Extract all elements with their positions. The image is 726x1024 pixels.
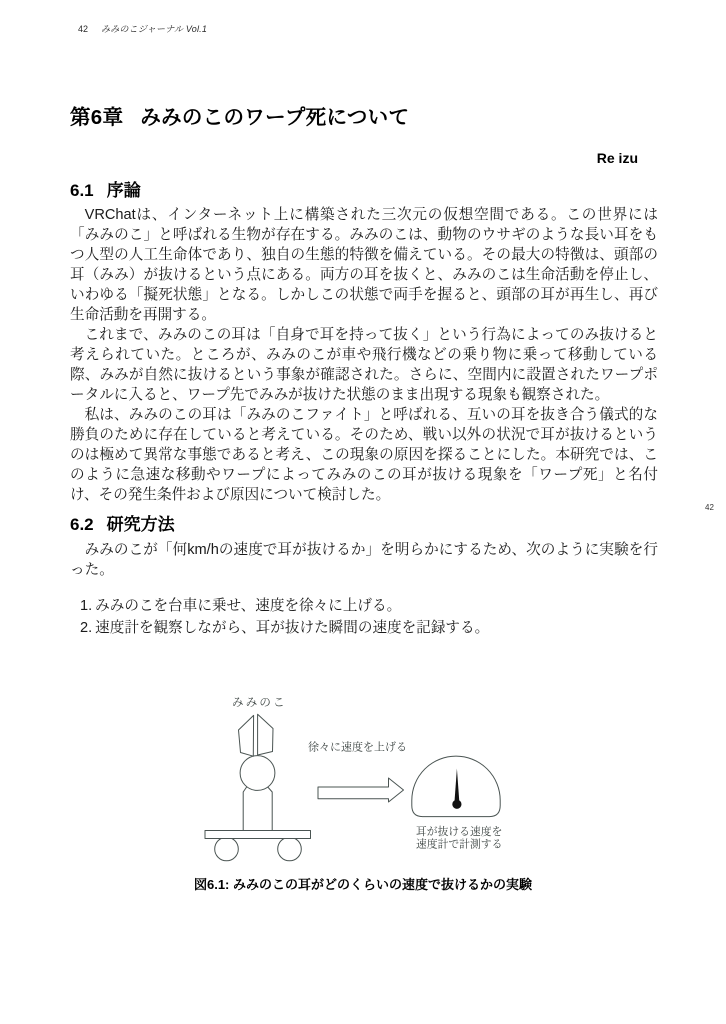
section-number: 6.2 bbox=[70, 515, 94, 534]
margin-page-number: 42 bbox=[705, 503, 714, 512]
right-ear-shape bbox=[258, 714, 273, 755]
method-text bbox=[70, 540, 658, 580]
cart-wheel-right bbox=[278, 837, 302, 861]
section-title: 序論 bbox=[106, 181, 141, 200]
experiment-diagram bbox=[185, 680, 525, 880]
list-item bbox=[80, 596, 489, 618]
header-page-number: 42 bbox=[78, 24, 89, 34]
figure-caption: 図6.1: みみのこの耳がどのくらいの速度で抜けるかの実験 bbox=[193, 877, 532, 892]
chapter-number: 第6章 bbox=[70, 106, 124, 129]
section-number: 6.1 bbox=[70, 181, 94, 200]
paragraph: 私は、みみのこの耳は「みみのこファイト」と呼ばれる、互いの耳を抜き合う儀式的な勝負のために存在していると考えている。そのため、戦い以外の状況で耳が抜けるというのは極めて異常な事態であると考え、この現象の原因を探ることにした。本研究では、このように急速な移動やワープによってみみのこの耳が抜ける現象を「ワープ死」と名付け、その発生条件および原因について検討した。 bbox=[70, 407, 658, 503]
list-item-text: みみのこを台車に乗せ、速度を徐々に上げる。 bbox=[95, 598, 402, 614]
cart-platform bbox=[205, 831, 311, 839]
list-item-number: 1. bbox=[80, 598, 93, 614]
section-heading-introduction bbox=[70, 176, 141, 201]
left-ear-shape bbox=[239, 715, 254, 756]
chapter-title: みみのこのワープ死について bbox=[140, 106, 410, 129]
list-item-text: 速度計を観察しながら、耳が抜けた瞬間の速度を記録する。 bbox=[95, 619, 490, 636]
meter-label-line2: 速度計で計測する bbox=[416, 838, 503, 851]
paragraph: VRChatは、インターネット上に構築された三次元の仮想空間である。この世界には「みみのこ」と呼ばれる生物が存在する。みみのこは、動物のウサギのような長い耳をもつ人型の人工生命体であり、独自の生態的特徴を備えている。その最大の特徴は、頭部の耳（みみ）が抜けるという点にある。両方の耳を抜くと、みみのこは生命活動を停止し、いわゆる「擬死状態」となる。しかしこの状態で両手を握ると、頭部の耳が再生し、再び生命活動を再開する。 bbox=[70, 207, 658, 323]
paragraph: これまで、みみのこの耳は「自身で耳を持って抜く」という行為によってのみ抜けると考えられていた。ところが、みみのこが車や飛行機などの乗り物に乗って移動している際、みみが自然に抜けるという事象が確認された。さらに、空間内に設置されたワープポータルに入ると、ワープ先でみみが抜けた状態のまま出現する現象も観察された。 bbox=[70, 327, 658, 403]
cart-wheel-left bbox=[215, 837, 239, 861]
list-item-number: 2. bbox=[80, 619, 93, 636]
list-item bbox=[80, 618, 489, 640]
section-heading-method bbox=[70, 510, 175, 535]
journal-title: みみのこジャーナル Vol.1 bbox=[101, 24, 208, 34]
right-arrow-shape bbox=[318, 778, 404, 802]
paragraph: みみのこが「何km/hの速度で耳が抜けるか」を明らかにするため、次のように実験を行った。 bbox=[70, 542, 658, 578]
creature-label: みみのこ bbox=[232, 697, 287, 709]
introduction-text bbox=[70, 205, 658, 505]
experiment-steps-list bbox=[80, 596, 489, 639]
creature-head-circle bbox=[240, 756, 275, 791]
author-name: Re izu bbox=[596, 150, 638, 166]
creature-body-shape bbox=[243, 785, 272, 831]
arrow-label: 徐々に速度を上げる bbox=[308, 741, 407, 754]
meter-label-line1: 耳が抜ける速度を bbox=[416, 826, 503, 838]
experiment-figure bbox=[185, 680, 525, 880]
chapter-heading bbox=[70, 100, 409, 130]
running-header bbox=[78, 22, 207, 35]
section-title: 研究方法 bbox=[106, 515, 175, 534]
